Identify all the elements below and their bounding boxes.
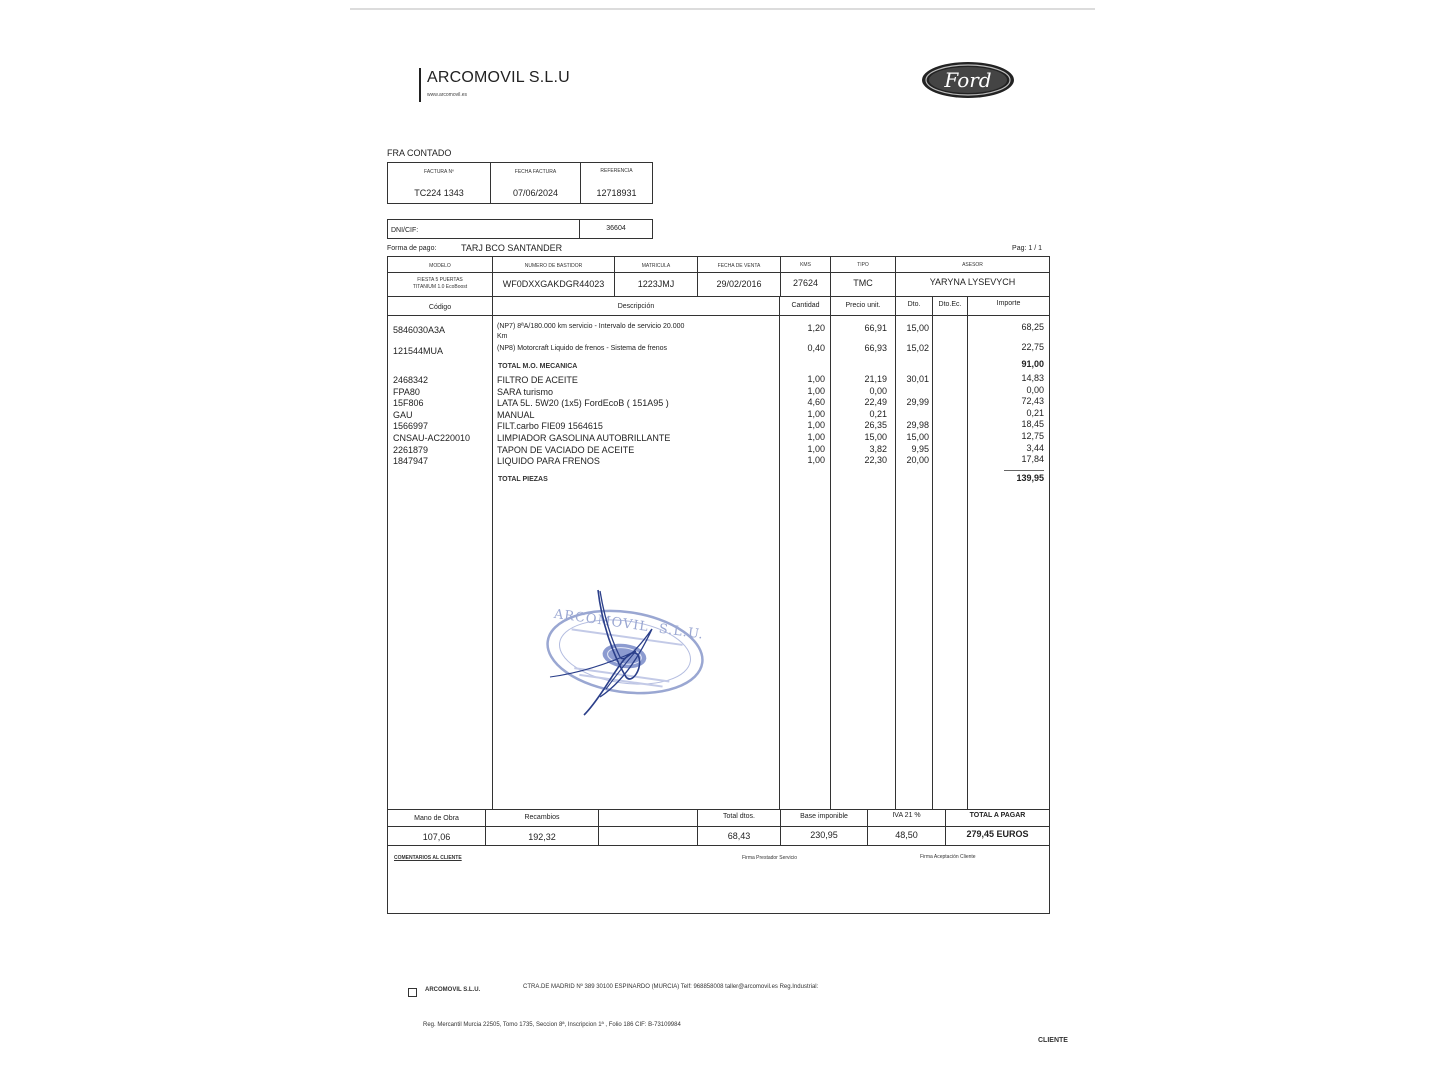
total-vat-label: IVA 21 % (892, 812, 921, 819)
part-qty: 1,00 (807, 420, 825, 431)
parts-discounts (896, 374, 929, 467)
part-price: 15,00 (864, 431, 887, 442)
part-qty: 1,00 (807, 385, 825, 396)
part-qty: 1,00 (807, 455, 825, 466)
company-website: www.arcomovil.es (427, 92, 468, 98)
part-desc: FILTRO DE ACEITE (497, 375, 578, 385)
col-quantity: Cantidad (791, 302, 820, 309)
part-desc: LATA 5L. 5W20 (1x5) FordEcoB ( 151A95 ) (497, 398, 669, 409)
labor-total: 91,00 (1021, 359, 1044, 369)
vehicle-header-kms: KMS (800, 262, 811, 268)
labor-2-desc: (NP8) Motorcraft Liquido de frenos - Sistema de frenos (497, 345, 668, 352)
ford-logo (920, 60, 1016, 100)
vehicle-kms: 27624 (792, 278, 819, 288)
part-desc: MANUAL (497, 409, 535, 420)
vehicle-header-advisor: ASESOR (962, 262, 983, 268)
parts-total: 139,95 (1016, 473, 1044, 483)
part-qty: 1,00 (807, 374, 825, 384)
invoice-date: 07/06/2024 (512, 188, 559, 198)
labor-2-disc: 15,02 (906, 343, 929, 353)
total-payable: 279,45 EUROS (966, 829, 1029, 839)
part-price: 0,00 (869, 385, 887, 396)
part-code: 1847947 (393, 456, 429, 467)
dni-label: DNI/CIF: (391, 227, 419, 234)
part-amount: 12,75 (1021, 430, 1044, 441)
part-price: 21,19 (864, 374, 887, 384)
vehicle-plate: 1223JMJ (637, 279, 675, 289)
vehicle-header-type: TIPO (857, 262, 869, 268)
parts-descriptions (497, 375, 670, 468)
part-qty: 1,00 (807, 431, 825, 442)
vehicle-header-plate: MATRICULA (641, 263, 671, 269)
part-disc (896, 386, 929, 398)
part-code: FPA80 (393, 386, 420, 397)
company-name: ARCOMOVIL S.L.U (427, 69, 570, 86)
ford-logo-text: Ford (944, 68, 992, 92)
vehicle-sale-date: 29/02/2016 (716, 279, 762, 289)
header-divider (419, 68, 421, 102)
part-amount: 17,84 (1021, 454, 1044, 465)
part-amount: 72,43 (1021, 396, 1044, 407)
part-disc: 29,99 (906, 397, 929, 408)
labor-2-amount: 22,75 (1021, 342, 1044, 352)
labor-1-desc2: Km (497, 333, 508, 340)
total-base-label: Base imponible (800, 813, 848, 820)
part-code: GAU (393, 409, 413, 420)
vehicle-chassis: WF0DXXGAKDGR44023 (502, 279, 605, 289)
invoice-ref-label: REFERENCIA (600, 168, 633, 174)
part-amount: 3,44 (1026, 442, 1044, 453)
invoice-number-label: FACTURA Nº (424, 169, 454, 175)
labor-total-label: TOTAL M.O. MECANICA (498, 363, 578, 370)
dni-value: 36604 (606, 225, 626, 232)
labor-2-price: 66,93 (864, 343, 887, 353)
invoice-reference: 12718931 (596, 188, 637, 198)
col-code: Código (428, 304, 452, 311)
invoice-date-label: FECHA FACTURA (514, 169, 557, 175)
part-code: 2468342 (393, 375, 429, 385)
part-disc: 30,01 (906, 374, 929, 384)
col-amount: Importe (996, 300, 1021, 307)
vehicle-header-sale-date: FECHA DE VENTA (717, 263, 761, 269)
company-stamp-text: ARCOMOVIL, S.L.U. (552, 606, 705, 643)
col-unit-price: Precio unit. (845, 302, 881, 309)
part-amount: 0,21 (1026, 407, 1044, 418)
labor-1-disc: 15,00 (906, 323, 929, 333)
scan-edge-line (350, 8, 1095, 10)
labor-1-desc: (NP7) 8ªA/180.000 km servicio - Intervalo de servicio 20.000 (497, 323, 685, 330)
labor-1-qty: 1,20 (807, 323, 825, 333)
part-disc (896, 409, 929, 421)
labor-1-price: 66,91 (864, 323, 887, 333)
provider-signature-label: Firma Prestador Servicio (742, 855, 798, 861)
part-price: 26,35 (864, 420, 887, 431)
vehicle-type: TMC (853, 278, 873, 288)
parts-codes (393, 375, 470, 468)
parts-amounts (968, 373, 1044, 466)
total-payable-label: TOTAL A PAGAR (969, 812, 1026, 819)
part-disc: 15,00 (906, 431, 929, 442)
part-price: 0,21 (869, 408, 887, 419)
invoice-type: FRA CONTADO (387, 148, 452, 158)
total-labor-label: Mano de Obra (414, 815, 459, 822)
parts-total-label: TOTAL PIEZAS (498, 476, 548, 483)
part-code: 1566997 (393, 421, 429, 432)
part-qty: 4,60 (807, 397, 825, 408)
total-parts: 192,32 (528, 832, 556, 842)
part-qty: 1,00 (807, 443, 825, 454)
footer-address: CTRA.DE MADRID Nº 389 30100 ESPINARDO (MURCIA) Telf: 968858008 taller@arcomovil.es Reg.Industrial: (523, 984, 819, 990)
total-discount-label: Total dtos. (723, 813, 755, 820)
footer-copy-label: CLIENTE (1038, 1037, 1068, 1044)
labor-1-amount: 68,25 (1021, 322, 1044, 332)
parts-prices (831, 374, 887, 467)
total-discount: 68,43 (727, 831, 751, 841)
vehicle-advisor: YARYNA LYSEVYCH (929, 277, 1016, 287)
labor-1-code: 5846030A3A (393, 325, 446, 335)
part-desc: FILT.carbo FIE09 1564615 (497, 421, 603, 432)
checkbox-icon (408, 988, 417, 997)
col-discount: Dto. (907, 301, 921, 308)
signature (540, 585, 720, 720)
part-amount: 0,00 (1026, 384, 1044, 395)
client-signature-label: Firma Aceptación Cliente (920, 854, 976, 860)
col-discount-ec: Dto.Ec. (938, 301, 962, 308)
part-amount: 14,83 (1021, 373, 1044, 383)
page-number: Pag: 1 / 1 (1012, 245, 1042, 252)
part-disc: 9,95 (911, 443, 929, 454)
vehicle-header-chassis: NUMERO DE BASTIDOR (524, 263, 583, 269)
part-desc: SARA turismo (497, 386, 554, 397)
payment-label: Forma de pago: (387, 245, 437, 252)
part-price: 22,30 (864, 455, 887, 466)
footer-company: ARCOMOVIL S.L.U. (425, 987, 481, 993)
part-code: CNSAU-AC220010 (393, 432, 471, 443)
part-code: 2261879 (393, 444, 429, 455)
part-price: 3,82 (869, 443, 887, 454)
vehicle-model-line2: TITANIUM 1.0 EcoBoost (412, 284, 468, 290)
payment-method: TARJ BCO SANTANDER (461, 243, 563, 253)
total-base: 230,95 (810, 830, 838, 840)
comments-label: COMENTARIOS AL CLIENTE (394, 855, 462, 861)
total-labor: 107,06 (422, 832, 451, 842)
vehicle-header-model: MODELO (429, 263, 451, 269)
part-disc: 20,00 (906, 455, 929, 466)
part-code: 15F806 (393, 398, 424, 409)
part-price: 22,49 (864, 397, 887, 408)
vehicle-model-line1: FIESTA 5 PUERTAS (417, 277, 463, 283)
part-amount: 18,45 (1021, 419, 1044, 430)
col-description: Descripción (617, 303, 655, 310)
parts-quantities (781, 374, 825, 467)
part-disc: 29,98 (906, 420, 929, 431)
part-desc: LIMPIADOR GASOLINA AUTOBRILLANTE (497, 432, 671, 443)
invoice-number: TC224 1343 (414, 188, 464, 198)
part-desc: LIQUIDO PARA FRENOS (497, 456, 600, 467)
labor-2-qty: 0,40 (807, 343, 825, 353)
total-vat: 48,50 (895, 830, 918, 840)
part-desc: TAPON DE VACIADO DE ACEITE (497, 444, 635, 455)
part-qty: 1,00 (807, 408, 825, 419)
labor-2-code: 121544MUA (393, 346, 444, 356)
total-parts-label: Recambios (524, 814, 560, 821)
footer-registry: Reg. Mercantil Murcia 22505, Tomo 1735, Seccion 8ª, Inscripcion 1ª , Folio 186 CIF: B-73109984 (423, 1022, 681, 1028)
